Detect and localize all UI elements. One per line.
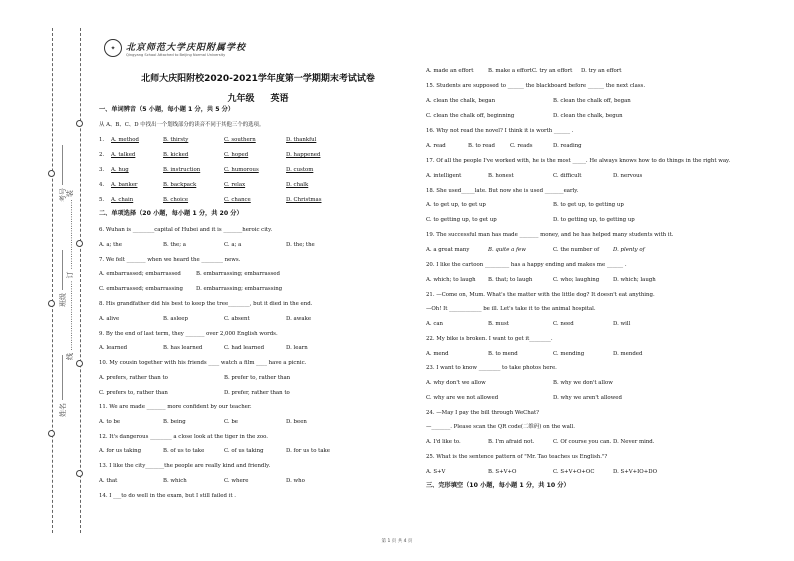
question-7: 7. We felt _______ when we heard the ________ news. [99,257,241,263]
option-d[interactable]: D. awake [286,316,312,322]
option-c[interactable]: C. need [553,321,574,327]
option-c[interactable]: C. hoped [224,152,249,158]
question-21-reply: —Oh! It ____________ be ill. Let's take it to the animal hospital. [426,306,596,312]
grade-label: 九年级 [227,94,255,104]
section-title: 三、完形填空（10 小题，每小题 1 分，共 10 分） [426,482,570,489]
question-13: 13. I like the city_______the people are really kind and friendly. [99,463,271,469]
option-a[interactable]: A. S+V [426,469,446,475]
option-d[interactable]: D. reading [553,143,582,149]
question-number: 3. [99,167,105,173]
option-c[interactable]: C. relax [224,182,246,188]
option-d[interactable]: D. which; laugh [613,277,656,283]
school-name-cn: 北京师范大学庆阳附属学校 [126,42,247,53]
option-c[interactable]: C. a; a [224,242,242,248]
option-c[interactable]: C. try an effort [532,68,573,74]
option-b[interactable]: B. clean the chalk off, began [553,98,631,104]
question-8: 8. His grandfather did his best to keep the tree________, but it died in the end. [99,301,313,307]
question-6: 6. Wuhan is ________capital of Hubei and it is _______heroic city. [99,227,273,233]
cut-line-inner [80,28,81,533]
option-b[interactable]: B. prefer to, rather than [224,375,291,381]
option-b[interactable]: B. being [163,419,186,425]
field-label-exam-number: 考号 [59,188,67,202]
option-d[interactable]: D. for us to take [286,448,331,454]
option-d[interactable]: D. Christmas [286,197,322,203]
field-line-name[interactable] [62,355,63,400]
option-c[interactable]: C. prefers to, rather than [99,390,168,396]
question-17: 17. Of all the people I've worked with, he is the most _____. He always knows how to do things in the right way. [426,158,731,164]
option-d[interactable]: D. mended [613,351,643,357]
option-c[interactable]: C. embarrassed; embarrassing [99,286,183,292]
option-c[interactable]: C. why are we not allowed [426,395,499,401]
page-number: 第 1 页 共 4 页 [381,539,413,544]
section-title: 一、单词辨音（5 小题，每小题 1 分，共 5 分） [99,106,235,113]
option-b[interactable]: B. to read [468,143,495,149]
question-21: 21. —Come on, Mum. What's the matter with the little dog? It doesn't eat anything. [426,292,655,298]
option-d[interactable]: D. to getting up, to getting up [553,217,635,223]
option-d[interactable]: D. embarrassing; embarrassing [196,286,283,292]
option-c[interactable]: C. who; laughing [553,277,600,283]
question-24: 24. —May I pay the bill through WeChat? [426,410,540,416]
option-b[interactable]: B. backpack [163,182,197,188]
question-12: 12. It's dangerous ________ a close look at the tiger in the zoo. [99,434,269,440]
option-b[interactable]: B. embarrassing; embarrassed [196,271,280,277]
option-b[interactable]: B. kicked [163,152,189,158]
option-a[interactable]: A. a great many [426,247,470,253]
option-b[interactable]: B. thirsty [163,137,189,143]
section-instruction: 从 A、B、C、D 中找出一个划线部分的读音不同于其他三个的选项。 [99,122,265,128]
option-d[interactable]: D. clean the chalk, begun [553,113,623,119]
option-d[interactable]: D. learn [286,345,308,351]
option-a[interactable]: A. to be [99,419,121,425]
option-d[interactable]: D. prefer, rather than to [224,390,290,396]
option-b[interactable]: B. which [163,478,187,484]
field-line-class[interactable] [62,250,63,290]
option-a[interactable]: A. mend [426,351,449,357]
option-a[interactable]: A. chain [111,197,134,203]
option-b[interactable]: B. that; to laugh [488,277,533,283]
question-18: 18. She used_____late. But now she is used _______early. [426,188,579,194]
option-d[interactable]: D. why we aren't allowed [553,395,622,401]
option-a[interactable]: A. which; to laugh [426,277,476,283]
option-a[interactable]: A. clean the chalk, began [426,98,496,104]
exam-title: 北师大庆阳附校2020-2021学年度第一学期期末考试试卷 [141,74,375,84]
option-b[interactable]: B. why we don't allow [553,380,613,386]
question-15: 15. Students are supposed to ______ the blackboard before ______ the next class. [426,83,646,89]
option-a[interactable]: A. learned [99,345,128,351]
question-20: 20. I like the cartoon _________ has a happy ending and makes me ______ . [426,262,627,268]
question-number: 1. [99,137,105,143]
option-b[interactable]: B. of us to take [163,448,205,454]
question-24-reply: —_______. Please scan the QR code(二维码) on the wall. [426,424,575,430]
option-b[interactable]: B. quite a few [488,247,526,253]
field-line-exam-number[interactable] [62,145,63,185]
option-a[interactable]: A. method [111,137,139,143]
question-number: 5. [99,197,105,203]
option-c[interactable]: C. be [224,419,239,425]
binding-hole [76,120,83,127]
school-seal-icon: ✦ [104,39,122,57]
option-b[interactable]: B. to mend [488,351,518,357]
question-16: 16. Why not read the novel? I think it is worth ______ . [426,128,574,134]
option-c[interactable]: C. to getting up, to get up [426,217,497,223]
option-a[interactable]: A. intelligent [426,173,462,179]
option-d[interactable]: D. been [286,419,307,425]
binding-hole [48,300,55,307]
option-d[interactable]: D. custom [286,167,314,173]
option-c[interactable]: C. of us taking [224,448,264,454]
question-10: 10. My cousin together with his friends ____ watch a film ____ have a picnic. [99,360,307,366]
option-a[interactable]: A. to get up, to get up [426,202,486,208]
option-a[interactable]: A. that [99,478,118,484]
option-a[interactable]: A. for us taking [99,448,142,454]
option-d[interactable]: D. plenty of [613,247,645,253]
option-c[interactable]: C. humorous [224,167,259,173]
binding-hole [76,240,83,247]
question-9: 9. By the end of last term, they _______ over 2,000 English words. [99,331,278,337]
option-c[interactable]: C. Of course you can. [553,439,612,445]
subject-label: 英语 [270,94,289,104]
option-c[interactable]: C. had learned [224,345,265,351]
option-b[interactable]: B. has learned [163,345,203,351]
option-b[interactable]: B. asleep [163,316,188,322]
option-a[interactable]: A. made an effort [426,68,474,74]
option-b[interactable]: B. honest [488,173,514,179]
option-d[interactable]: D. the; the [286,242,315,248]
option-c[interactable]: C. chance [224,197,251,203]
option-a[interactable]: A. read [426,143,446,149]
section-title: 二、单项选择（20 小题，每小题 1 分，共 20 分） [99,210,243,217]
option-a[interactable]: A. can [426,321,444,327]
question-19: 19. The successful man has made _______ money, and he has helped many students with it. [426,232,674,238]
school-logo [104,39,246,57]
option-a[interactable]: A. a; the [99,242,122,248]
option-b[interactable]: B. I'm afraid not. [488,439,535,445]
option-c[interactable]: C. southern [224,137,256,143]
option-a[interactable]: A. why don't we allow [426,380,486,386]
option-b[interactable]: B. the; a [163,242,186,248]
option-a[interactable]: A. embarrassed; embarrassed [99,271,181,277]
question-22: 22. My bike is broken. I want to get it________. [426,336,553,342]
question-number: 2. [99,152,105,158]
question-23: 23. I want to know ________ to take photos here. [426,365,557,371]
question-11: 11. We are made _______ more confident by our teacher. [99,404,252,410]
option-a[interactable]: A. I'd like to. [426,439,461,445]
option-b[interactable]: B. to get up, to getting up [553,202,624,208]
question-14: 14. I ___to do well in the exam, but I still failed it . [99,493,236,499]
school-name-en: Qingyang School Attached to Beijing Normal University [126,52,226,57]
option-d[interactable]: D. will [613,321,631,327]
option-d[interactable]: D. happened [286,152,321,158]
option-c[interactable]: C. absent [224,316,250,322]
exam-subtitle [108,91,408,104]
field-label-class: 班级 [59,293,67,307]
option-a[interactable]: A. hug [111,167,129,173]
option-c[interactable]: C. S+V+O+OC [553,469,595,475]
question-number: 4. [99,182,105,188]
binding-hole [76,470,83,477]
option-b[interactable]: B. choice [163,197,189,203]
field-label-name: 姓名 [59,403,67,417]
option-d[interactable]: D. nervous [613,173,643,179]
option-a[interactable]: A. alive [99,316,120,322]
option-b[interactable]: B. must [488,321,509,327]
question-25: 25. What is the sentence pattern of "Mr. Tao teaches us English."? [426,454,608,460]
option-c[interactable]: C. reads [510,143,533,149]
option-c[interactable]: C. clean the chalk off, beginning [426,113,515,119]
binding-hole [76,360,83,367]
option-c[interactable]: C. the number of [553,247,600,253]
cut-line-outer [52,28,53,533]
binding-margin [0,0,95,561]
option-d[interactable]: D. S+V+IO+DO [613,469,657,475]
option-b[interactable]: B. instruction [163,167,201,173]
option-b[interactable]: B. make a effort [488,68,532,74]
option-d[interactable]: D. thankful [286,137,317,143]
option-d[interactable]: D. try an effort [581,68,622,74]
option-b[interactable]: B. S+V+O [488,469,517,475]
binding-hole [48,170,55,177]
option-d[interactable]: D. chalk [286,182,309,188]
option-a[interactable]: A. banker [111,182,138,188]
option-c[interactable]: C. difficult [553,173,582,179]
option-d[interactable]: D. Never mind. [613,439,655,445]
option-a[interactable]: A. prefers, rather than to [99,375,168,381]
binding-hole [48,430,55,437]
option-c[interactable]: C. mending [553,351,585,357]
option-c[interactable]: C. where [224,478,249,484]
cut-line-text: 线 ………………………… 订 ………………………… 装 [66,190,74,360]
option-d[interactable]: D. who [286,478,305,484]
option-a[interactable]: A. talked [111,152,136,158]
